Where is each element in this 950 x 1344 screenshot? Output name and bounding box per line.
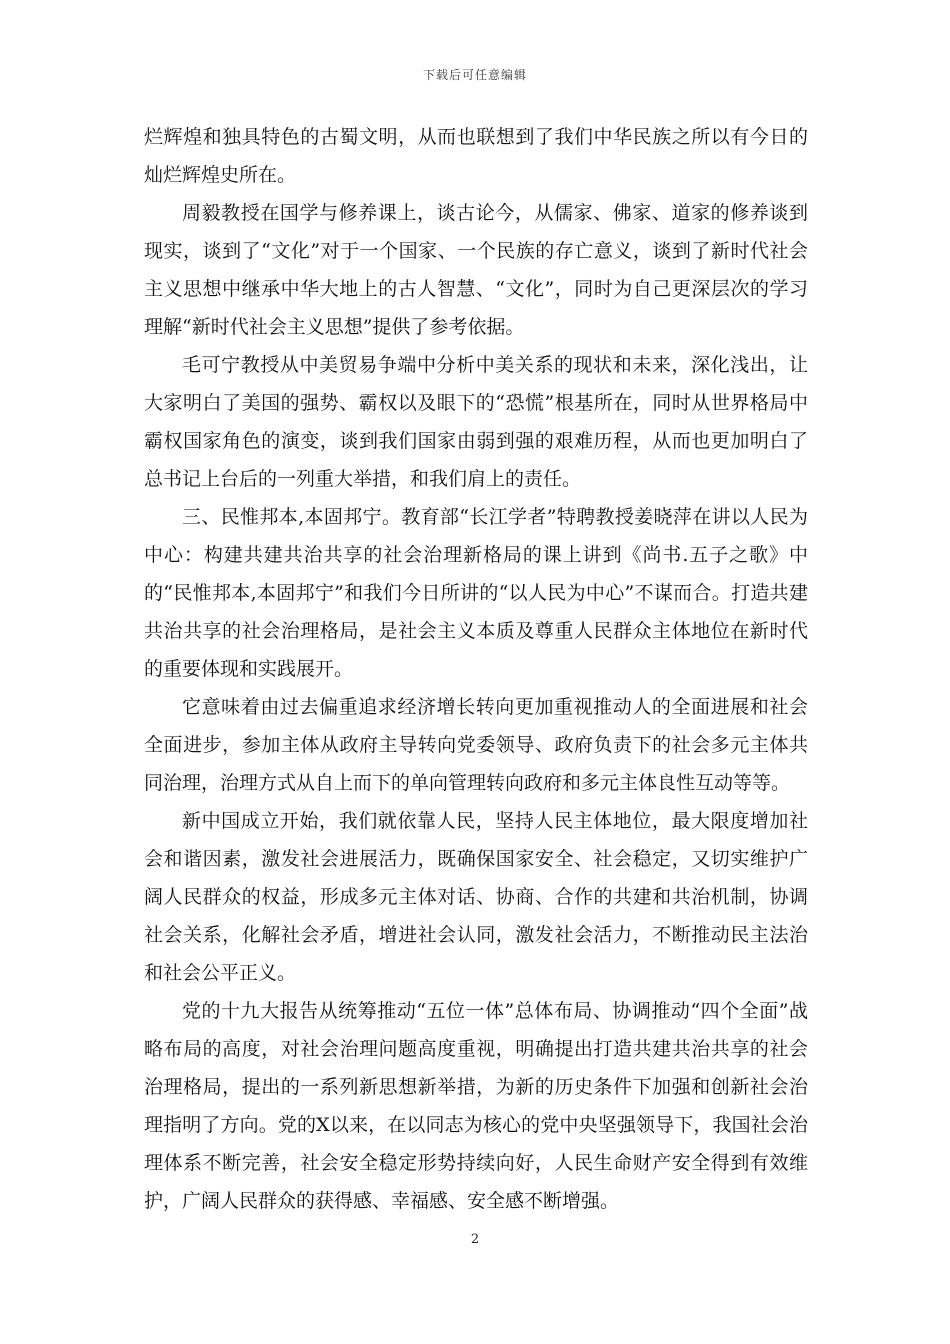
paragraph-mao-kening: 毛可宁教授从中美贸易争端中分析中美关系的现状和未来，深化浅出，让大家明白了美国的强势、霸权以及眼下的“恐慌”根基所在，同时从世界格局中霸权国家角色的演变，谈到我们国家由弱到强的艰难历程，从而也更加明白了总书记上台后的一列重大举措，和我们肩上的责任。 (144, 354, 808, 490)
paragraph-zhou-yi: 周毅教授在国学与修养课上，谈古论今，从儒家、佛家、道家的修养谈到现实，谈到了“文化”对于一个国家、一个民族的存亡意义，谈到了新时代社会主义思想中继承中华大地上的古人智慧、“文化”，同时为自己更深层次的学习理解“新时代社会主义思想”提供了参考依据。 (144, 202, 808, 338)
page-header: 下载后可任意编辑 (422, 68, 527, 82)
paragraph-continuation: 烂辉煌和独具特色的古蜀文明，从而也联想到了我们中华民族之所以有今日的灿烂辉煌史所在。 (144, 126, 808, 186)
paragraph-nineteenth-congress: 党的十九大报告从统筹推动“五位一体”总体布局、协调推动“四个全面”战略布局的高度，对社会治理问题高度重视，明确提出打造共建共治共享的社会治理格局，提出的一系列新思想新举措，为新的历史条件下加强和创新社会治理指明了方向。党的X以来，在以同志为核心的党中央坚强领导下，我国社会治理体系不断完善，社会安全稳定形势持续向好，人民生命财产安全得到有效维护，广阔人民群众的获得感、幸福感、安全感不断增强。 (144, 1000, 808, 1212)
document-body (144, 118, 808, 1220)
page-number: 2 (470, 1232, 480, 1247)
paragraph-meaning: 它意味着由过去偏重追求经济增长转向更加重视推动人的全面进展和社会全面进步，参加主体从政府主导转向党委领导、政府负责下的社会多元主体共同治理，治理方式从自上而下的单向管理转向政府和多元主体良性互动等等。 (144, 696, 808, 794)
paragraph-new-china: 新中国成立开始，我们就依靠人民，坚持人民主体地位，最大限度增加社会和谐因素，激发社会进展活力，既确保国家安全、社会稳定，又切实维护广阔人民群众的权益，形成多元主体对话、协商、合作的共建和共治机制，协调社会关系，化解社会矛盾，增进社会认同，激发社会活力，不断推动民主法治和社会公平正义。 (144, 810, 808, 984)
paragraph-section-three: 三、民惟邦本,本固邦宁。教育部“长江学者”特聘教授姜晓萍在讲以人民为中心：构建共建共治共享的社会治理新格局的课上讲到《尚书.五子之歌》中的“民惟邦本,本固邦宁”和我们今日所讲的“以人民为中心”不谋而合。打造共建共治共享的社会治理格局，是社会主义本质及尊重人民群众主体地位在新时代的重要体现和实践展开。 (144, 506, 808, 680)
